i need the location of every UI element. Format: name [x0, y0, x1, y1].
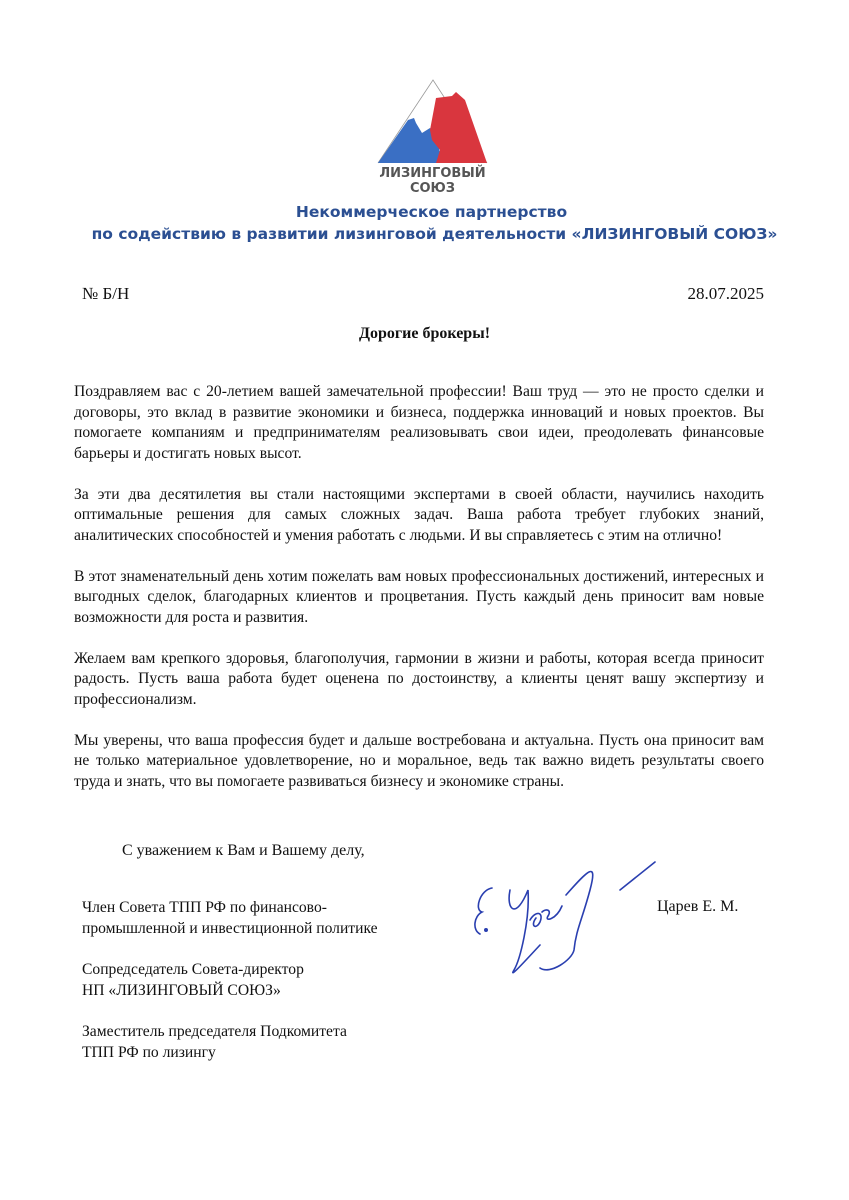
logo-text	[360, 166, 505, 196]
paragraph: Мы уверены, что ваша профессия будет и дальше востребована и актуальна. Пусть она приносит вам не только материальное удовлетворение, но и моральное, ведь так важно видеть результаты своего труда и знать, что вы помогаете развиваться бизнесу и экономике страны.	[74, 731, 764, 790]
logo-text-line: ЛИЗИНГОВЫЙ	[379, 166, 486, 181]
letter-body	[74, 382, 764, 813]
title-line: Сопредседатель Совета-директор	[82, 961, 304, 978]
paragraph: За эти два десятилетия вы стали настоящими экспертами в своей области, научились находить оптимальные решения для самых сложных задач. Ваша работа требует глубоких знаний, аналитических способностей и умения работать с людьми. И вы справляетесь с этим на отлично!	[74, 485, 764, 544]
title-line: Заместитель председателя Подкомитета	[82, 1023, 347, 1040]
logo-text-line: СОЮЗ	[409, 181, 456, 196]
closing: С уважением к Вам и Вашему делу,	[122, 842, 365, 859]
signatory-title	[82, 1022, 378, 1063]
signatory-title	[82, 898, 378, 939]
handwritten-signature	[470, 850, 670, 985]
greeting: Дорогие брокеры!	[358, 325, 491, 342]
signatory-title	[82, 960, 378, 1001]
title-line: НП «ЛИЗИНГОВЫЙ СОЮЗ»	[82, 981, 281, 999]
org-line-1: Некоммерческое партнерство	[295, 203, 568, 221]
organization-name	[0, 201, 849, 245]
title-line: Член Совета ТПП РФ по финансово-	[82, 899, 327, 916]
document-number: № Б/Н	[82, 284, 130, 303]
paragraph: В этот знаменательный день хотим пожелать вам новых профессиональных достижений, интересных и выгодных сделок, благодарных клиентов и процветания. Пусть каждый день приносит вам новые возможности для роста и развития.	[74, 567, 764, 626]
paragraph: Поздравляем вас с 20-летием вашей замечательной профессии! Ваш труд — это не просто сделки и договоры, это вклад в развитие экономики и бизнеса, поддержка инноваций и новых проектов. Вы помогаете компаниям и предпринимателям реализовывать свои идеи, преодолевать финансовые барьеры и достигать новых высот.	[74, 383, 764, 462]
signatory-titles	[82, 898, 378, 1084]
org-line-2: по содействию в развитии лизинговой деятельности «ЛИЗИНГОВЫЙ СОЮЗ»	[91, 225, 778, 243]
paragraph: Желаем вам крепкого здоровья, благополучия, гармонии в жизни и работы, которая всегда приносит радость. Пусть ваша работа будет оценена по достоинству, а клиенты ценят вашу экспертизу и профессионализм.	[74, 649, 764, 708]
title-line: промышленной и инвестиционной политике	[82, 919, 378, 937]
document-date: 28.07.2025	[687, 284, 764, 303]
title-line: ТПП РФ по лизингу	[82, 1043, 216, 1061]
leasing-union-logo	[370, 78, 495, 168]
signatory-name: Царев Е. М.	[657, 898, 739, 915]
